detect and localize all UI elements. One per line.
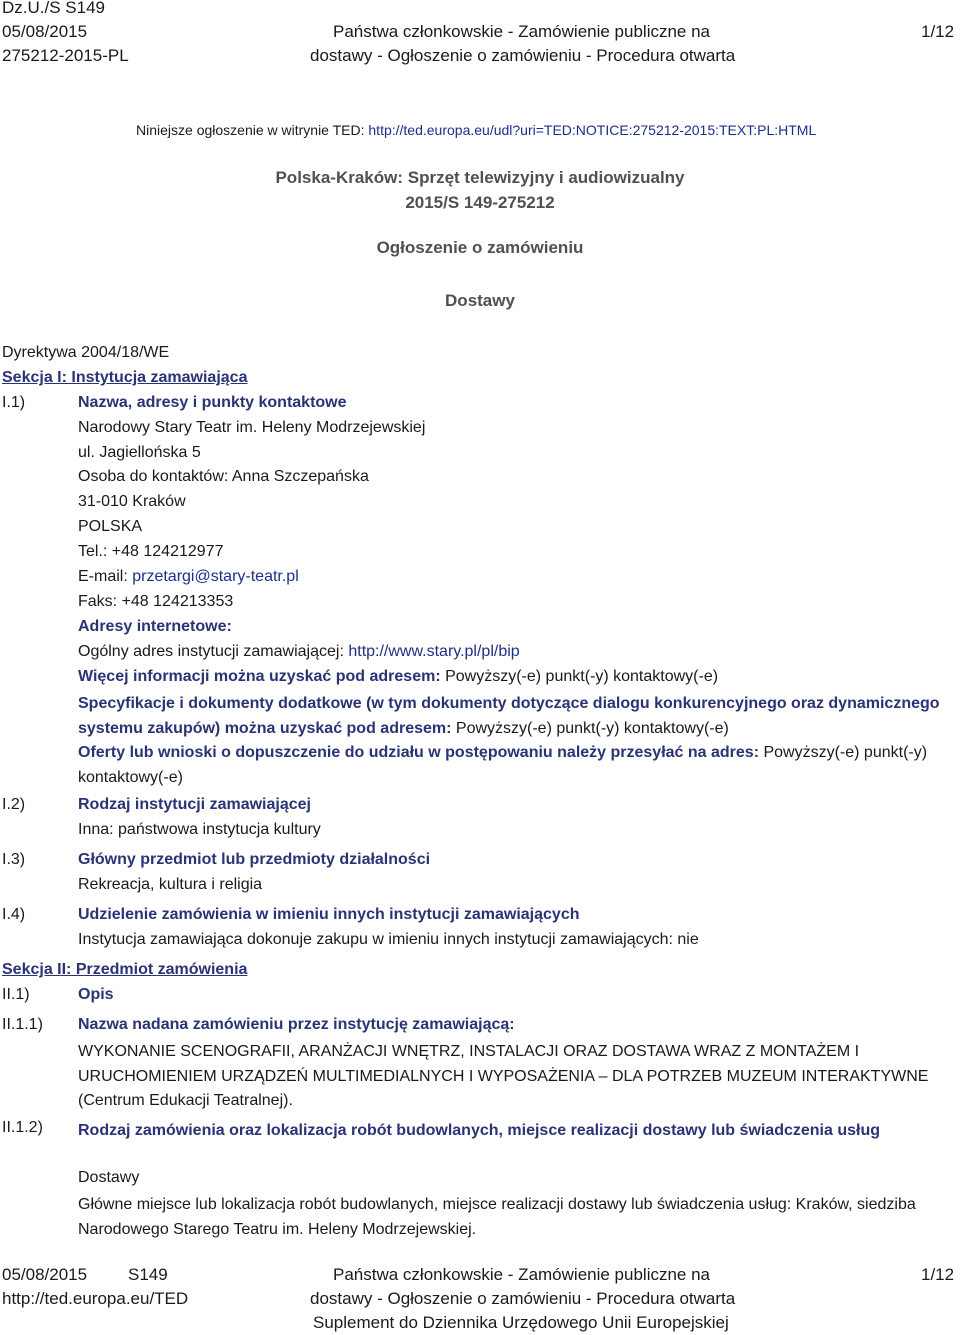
ted-notice-line xyxy=(136,122,816,138)
fax: Faks: +48 124213353 xyxy=(78,593,234,610)
telephone: Tel.: +48 124212977 xyxy=(78,543,224,560)
organization-city: 31-010 Kraków xyxy=(78,493,186,510)
specifications-line xyxy=(78,692,948,741)
i2-number: I.2) xyxy=(2,796,26,813)
header-page-number: 1/12 xyxy=(921,22,955,41)
offers-value: Powyższy(-e) punkt(-y) kontaktowy(-e) xyxy=(78,744,928,786)
internet-addresses-label: Adresy internetowe: xyxy=(78,618,232,635)
contact-person: Osoba do kontaktów: Anna Szczepańska xyxy=(78,468,369,485)
ii11-number: II.1.1) xyxy=(2,1016,43,1033)
offers-line xyxy=(78,741,948,790)
header-subcategory: dostawy - Ogłoszenie o zamówieniu - Procedura otwarta xyxy=(310,46,736,65)
i4-title: Udzielenie zamówienia w imieniu innych instytucji zamawiających xyxy=(78,906,580,923)
header-date: 05/08/2015 xyxy=(2,22,88,41)
ii12-type: Dostawy xyxy=(78,1169,140,1186)
notice-number: 275212-2015-PL xyxy=(2,46,129,65)
contract-name: WYKONANIE SCENOGRAFII, ARANŻACJI WNĘTRZ, INSTALACJI ORAZ DOSTAWA WRAZ Z MONTAŻEM I URUCHOMIENIEM URZĄDZEŃ MULTIMEDIALNYCH I WYPOSAŻENIA – DLA POTRZEB MUZEUM INTERAKTYWNE (Centrum Edukacji Teatralnej). xyxy=(78,1043,929,1109)
i4-value: Instytucja zamawiająca dokonuje zakupu w imieniu innych instytucji zamawiających: nie xyxy=(78,931,699,948)
section-2-heading: Sekcja II: Przedmiot zamówienia xyxy=(2,961,248,978)
ii1-number: II.1) xyxy=(2,986,30,1003)
organization-street: ul. Jagiellońska 5 xyxy=(78,444,201,461)
i2-value: Inna: państwowa instytucja kultury xyxy=(78,821,321,838)
header-category: Państwa członkowskie - Zamówienie publiczne na xyxy=(333,22,711,41)
more-info-label: Więcej informacji można uzyskać pod adresem: xyxy=(78,668,446,685)
footer-issue: S149 xyxy=(128,1265,168,1284)
footer-category: Państwa członkowskie - Zamówienie publiczne na xyxy=(333,1265,711,1284)
i2-title: Rodzaj instytucji zamawiającej xyxy=(78,796,311,813)
section-1-heading: Sekcja I: Instytucja zamawiająca xyxy=(2,369,248,386)
notice-id: 2015/S 149-275212 xyxy=(405,193,555,212)
specifications-label: Specyfikacje i dokumenty dodatkowe (w tym dokumenty dotyczące dialogu konkurencyjnego oraz dynamicznego systemu zakupów) można uzyskać pod adresem: xyxy=(78,695,940,737)
ii12-number: II.1.2) xyxy=(2,1119,43,1136)
ted-notice-prefix: Niniejsze ogłoszenie w witrynie TED: xyxy=(136,122,369,138)
notice-title: Polska-Kraków: Sprzęt telewizyjny i audiowizualny xyxy=(275,168,685,187)
general-address-label: Ogólny adres instytucji zamawiającej: xyxy=(78,643,349,660)
general-address-link[interactable]: http://www.stary.pl/pl/bip xyxy=(348,643,520,660)
ii1-title: Opis xyxy=(78,986,114,1003)
organization-name: Narodowy Stary Teatr im. Heleny Modrzejewskiej xyxy=(78,419,426,436)
general-address-line xyxy=(78,643,520,661)
i4-number: I.4) xyxy=(2,906,26,923)
ii12-title: Rodzaj zamówienia oraz lokalizacja robót budowlanych, miejsce realizacji dostawy lub świadczenia usług xyxy=(78,1122,880,1139)
ted-notice-link[interactable]: http://ted.europa.eu/udl?uri=TED:NOTICE:275212-2015:TEXT:PL:HTML xyxy=(368,122,817,138)
i1-title: Nazwa, adresy i punkty kontaktowe xyxy=(78,394,347,411)
offers-label: Oferty lub wnioski o dopuszczenie do udziału w postępowaniu należy przesyłać na adres: xyxy=(78,744,764,761)
email-label: E-mail: xyxy=(78,568,133,585)
footer-page-number: 1/12 xyxy=(921,1265,955,1284)
email-line xyxy=(78,568,299,586)
journal-ref: Dz.U./S S149 xyxy=(2,0,105,17)
ii11-title: Nazwa nadana zamówieniu przez instytucję zamawiającą: xyxy=(78,1016,515,1033)
directive: Dyrektywa 2004/18/WE xyxy=(2,344,170,361)
notice-type: Ogłoszenie o zamówieniu xyxy=(376,238,584,257)
footer-subcategory: dostawy - Ogłoszenie o zamówieniu - Procedura otwarta xyxy=(310,1289,736,1308)
email-link[interactable]: przetargi@stary-teatr.pl xyxy=(132,568,299,585)
footer-supplement: Suplement do Dziennika Urzędowego Unii Europejskiej xyxy=(313,1313,729,1332)
more-info-value: Powyższy(-e) punkt(-y) kontaktowy(-e) xyxy=(445,668,719,685)
footer-date: 05/08/2015 xyxy=(2,1265,88,1284)
organization-country: POLSKA xyxy=(78,518,143,535)
more-info-line xyxy=(78,668,718,686)
i3-number: I.3) xyxy=(2,851,26,868)
contract-type: Dostawy xyxy=(445,291,515,310)
i3-value: Rekreacja, kultura i religia xyxy=(78,876,263,893)
ii12-place: Główne miejsce lub lokalizacja robót budowlanych, miejsce realizacji dostawy lub świadczenia usług: Kraków, siedziba Narodowego Starego Teatru im. Heleny Modrzejewskiej. xyxy=(78,1196,916,1238)
footer-url: http://ted.europa.eu/TED xyxy=(2,1289,189,1308)
i1-number: I.1) xyxy=(2,394,26,411)
specifications-value: Powyższy(-e) punkt(-y) kontaktowy(-e) xyxy=(455,719,729,737)
i3-title: Główny przedmiot lub przedmioty działalności xyxy=(78,851,431,868)
